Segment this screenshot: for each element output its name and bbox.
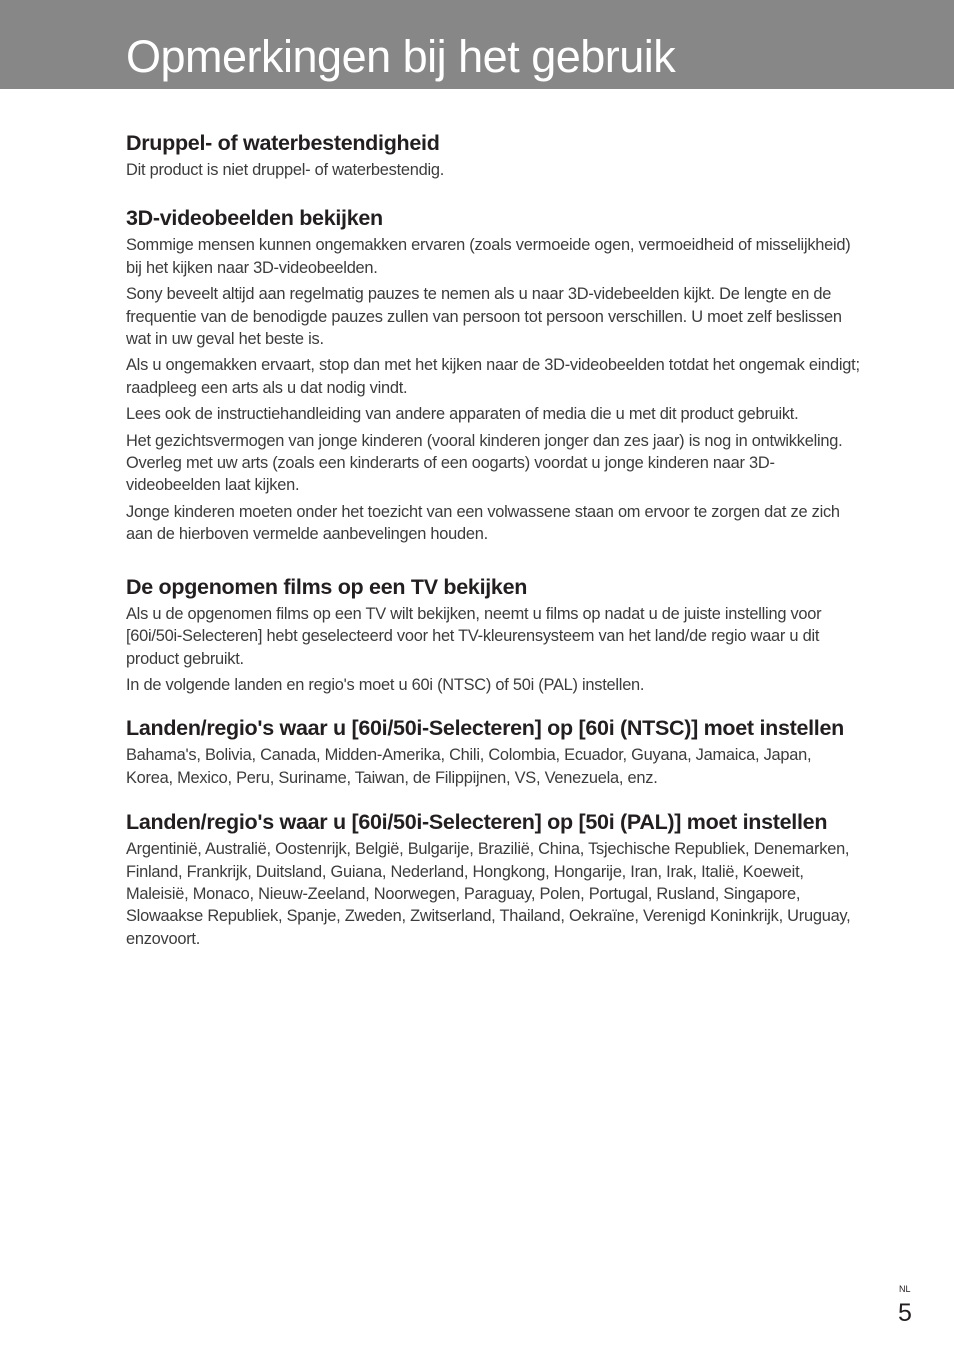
paragraph: Het gezichtsvermogen van jonge kinderen (vooral kinderen jonger dan zes jaar) is nog in ontwikkeling. Overleg met uw arts (zoals een kinderarts of een oogarts) voordat u jonge kinderen naar 3D-videobeelden laat kijken.: [126, 431, 843, 495]
paragraph: Als u ongemakken ervaart, stop dan met het kijken naar de 3D-videobeelden totdat het ongemak eindigt; raadpleeg een arts als u dat nodig vindt.: [126, 356, 860, 397]
page-number: 5: [898, 1299, 912, 1327]
paragraph: Als u de opgenomen films op een TV wilt bekijken, neemt u films op nadat u de juiste instelling voor [60i/50i-Selecteren] hebt geselecteerd voor het TV-kleurensysteem van het land/de regio waar u dit product gebruikt.: [126, 604, 822, 668]
section-heading: Landen/regio's waar u [60i/50i-Selecteren] op [50i (PAL)] moet instellen: [126, 810, 828, 835]
paragraph: Lees ook de instructiehandleiding van andere apparaten of media die u met dit product gebruikt.: [126, 405, 799, 424]
paragraph: Jonge kinderen moeten onder het toezicht van een volwassene staan om ervoor te zorgen dat ze zich aan de hierboven vermelde aanbevelingen houden.: [126, 502, 840, 544]
section-heading: 3D-videobeelden bekijken: [126, 206, 383, 231]
paragraph: Argentinië, Australië, Oostenrijk, België, Bulgarije, Brazilië, China, Tsjechische Republiek, Denemarken, Finland, Frankrijk, Duitsland, Guiana, Nederland, Hongkong, Hongarije, Iran, Irak, Italië, Koeweit, Maleisië, Monaco, Nieuw-Zeeland, Noorwegen, Paraguay, Polen, Portugal, Rusland, Singapore, Slowaakse Republiek, Spanje, Zweden, Zwitserland, Thailand, Oekraïne, Verenigd Koninkrijk, Uruguay, enzovoort.: [126, 840, 851, 948]
section-3d-video: [126, 203, 862, 545]
section-water-resistance: [126, 128, 862, 181]
paragraph: Sony beveelt altijd aan regelmatig pauzes te nemen als u naar 3D-videbeelden kijkt. De lengte en de frequentie van de benodigde pauzes zullen van persoon tot persoon verschillen. U moet zelf beslissen wat in uw geval het beste is.: [126, 285, 842, 349]
paragraph: Bahama's, Bolivia, Canada, Midden-Amerika, Chili, Colombia, Ecuador, Guyana, Jamaica, Japan, Korea, Mexico, Peru, Suriname, Taiwan, de Filippijnen, VS, Venezuela, enz.: [126, 746, 812, 787]
paragraph: Dit product is niet druppel- of waterbestendig.: [126, 161, 445, 179]
page-title: Opmerkingen bij het gebruik: [126, 31, 676, 82]
paragraph: In de volgende landen en regio's moet u 60i (NTSC) of 50i (PAL) instellen.: [126, 675, 645, 694]
section-heading: Landen/regio's waar u [60i/50i-Selecteren] op [60i (NTSC)] moet instellen: [126, 716, 844, 741]
section-ntsc-countries: [126, 713, 862, 789]
section-tv-playback: [126, 572, 862, 697]
paragraph: Sommige mensen kunnen ongemakken ervaren (zoals vermoeide ogen, vermoeidheid of misselijkheid) bij het kijken naar 3D-videobeelden.: [126, 236, 851, 277]
document-body: [126, 128, 862, 974]
section-heading: Druppel- of waterbestendigheid: [126, 131, 440, 155]
section-heading: De opgenomen films op een TV bekijken: [126, 574, 528, 599]
section-pal-countries: [126, 807, 862, 950]
page-language-label: NL: [899, 1284, 911, 1294]
